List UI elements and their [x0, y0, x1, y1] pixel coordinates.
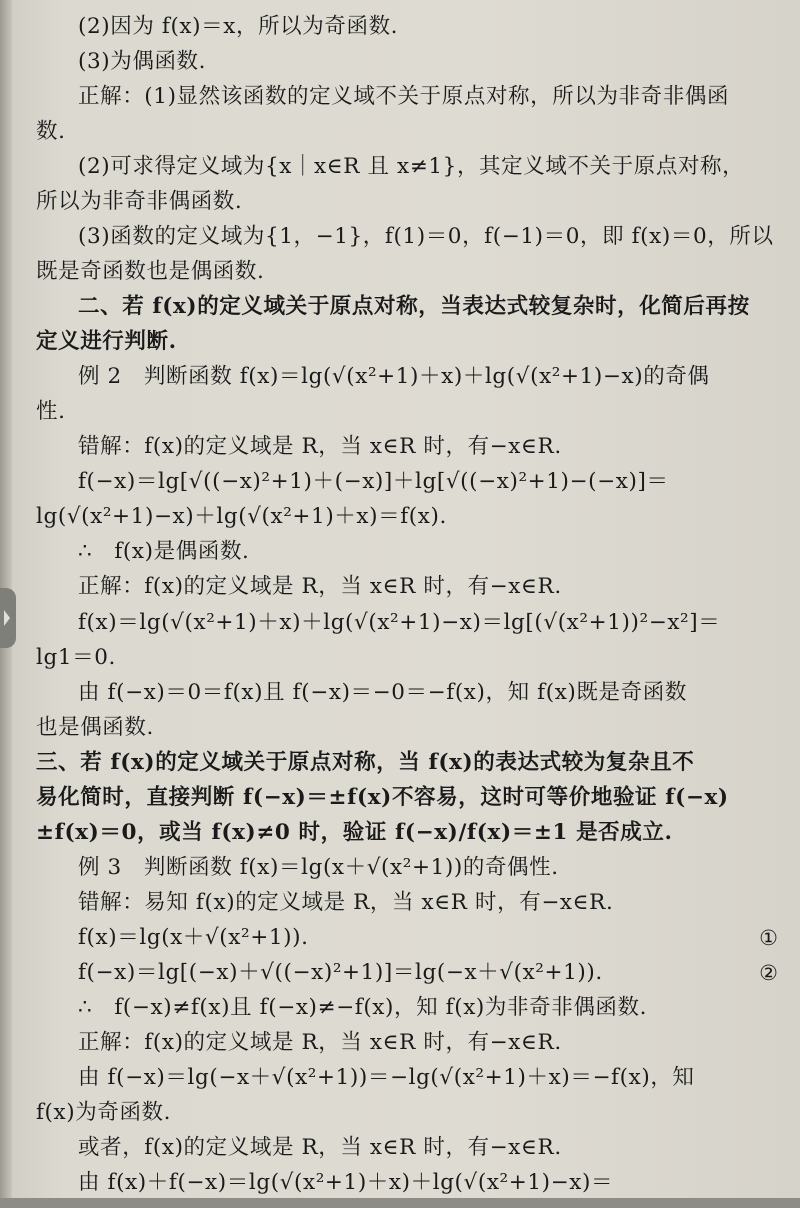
text-line: 例 3 判断函数 f(x)＝lg(x＋√(x²+1))的奇偶性.: [78, 855, 559, 880]
text-line: 正解：f(x)的定义域是 R，当 x∈R 时，有−x∈R.: [78, 1030, 562, 1055]
text-line: f(x)＝lg(x＋√(x²+1)).: [78, 925, 309, 950]
text-line: (3)为偶函数.: [78, 49, 207, 74]
text-line: 二、若 f(x)的定义域关于原点对称，当表达式较复杂时，化简后再按: [78, 294, 750, 319]
bottom-edge: [0, 1198, 800, 1208]
text-line: 例 2 判断函数 f(x)＝lg(√(x²+1)＋x)＋lg(√(x²+1)−x)的奇偶: [78, 364, 710, 389]
text-line: 也是偶函数.: [36, 715, 154, 740]
equation-number: ①: [759, 926, 778, 950]
text-line: lg1＝0.: [36, 645, 116, 670]
text-line: 定义进行判断.: [36, 329, 177, 354]
text-line: ∴ f(−x)≠f(x)且 f(−x)≠−f(x)，知 f(x)为非奇非偶函数.: [78, 995, 648, 1020]
text-line: ±f(x)＝0，或当 f(x)≠0 时，验证 f(−x)/f(x)＝±1 是否成立.: [36, 820, 673, 845]
text-line: 由 f(−x)＝lg(−x＋√(x²+1))＝−lg(√(x²+1)＋x)＝−f(x)，知: [78, 1065, 695, 1090]
text-line: (2)可求得定义域为{x｜x∈R 且 x≠1}，其定义域不关于原点对称，: [78, 154, 745, 179]
text-line: 数.: [36, 119, 66, 144]
text-line: (2)因为 f(x)＝x，所以为奇函数.: [78, 14, 399, 39]
text-line: 性.: [36, 399, 66, 424]
text-line: 既是奇函数也是偶函数.: [36, 259, 265, 284]
text-line: 三、若 f(x)的定义域关于原点对称，当 f(x)的表达式较为复杂且不: [36, 750, 695, 775]
text-line: 易化简时，直接判断 f(−x)＝±f(x)不容易，这时可等价地验证 f(−x): [36, 785, 729, 810]
text-line: 由 f(x)＋f(−x)＝lg(√(x²+1)＋x)＋lg(√(x²+1)−x)＝: [78, 1170, 614, 1195]
text-line: 由 f(−x)＝0＝f(x)且 f(−x)＝−0＝−f(x)，知 f(x)既是奇函数: [78, 680, 687, 705]
text-line: 正解：(1)显然该函数的定义域不关于原点对称，所以为非奇非偶函: [78, 84, 730, 109]
text-line: f(−x)＝lg[(−x)＋√((−x)²+1)]＝lg(−x＋√(x²+1)).: [78, 960, 603, 985]
text-line: ∴ f(x)是偶函数.: [78, 539, 250, 564]
text-line: f(x)为奇函数.: [36, 1100, 172, 1125]
text-line: (3)函数的定义域为{1，−1}，f(1)＝0，f(−1)＝0，即 f(x)＝0，所以: [78, 224, 774, 249]
text-line: 所以为非奇非偶函数.: [36, 189, 243, 214]
text-line: f(−x)＝lg[√((−x)²+1)＋(−x)]＋lg[√((−x)²+1)−(−x)]＝: [78, 469, 669, 494]
text-line: 正解：f(x)的定义域是 R，当 x∈R 时，有−x∈R.: [78, 574, 562, 599]
text-line: f(x)＝lg(√(x²+1)＋x)＋lg(√(x²+1)−x)＝lg[(√(x²+1))²−x²]＝: [78, 610, 721, 635]
text-line: lg(√(x²+1)−x)＋lg(√(x²+1)＋x)＝f(x).: [36, 504, 447, 529]
text-line: 错解：f(x)的定义域是 R，当 x∈R 时，有−x∈R.: [78, 434, 562, 459]
page-tab-arrow-icon: [0, 588, 16, 648]
text-line: 或者，f(x)的定义域是 R，当 x∈R 时，有−x∈R.: [78, 1135, 562, 1160]
text-line: 错解：易知 f(x)的定义域是 R，当 x∈R 时，有−x∈R.: [78, 890, 614, 915]
equation-number: ②: [759, 961, 778, 985]
